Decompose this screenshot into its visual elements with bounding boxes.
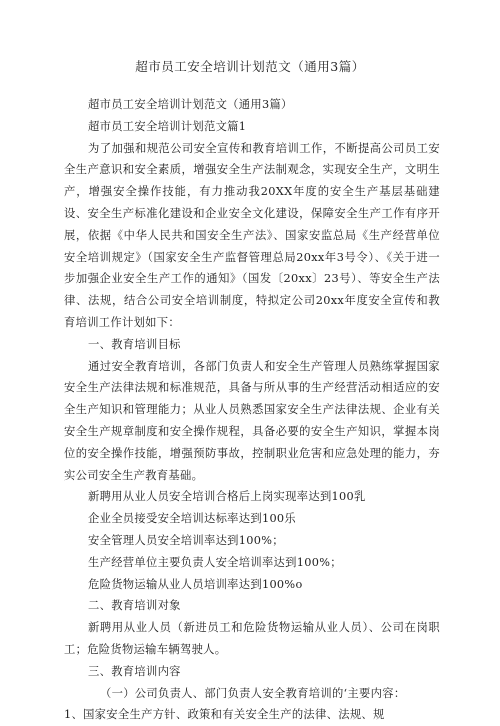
document-body [64, 94, 440, 726]
document-title: 超市员工安全培训计划范文（通用3篇） [135, 59, 365, 74]
section3-heading: 三、教育培训内容 [88, 664, 181, 678]
target-item: 危险货物运输从业人员培训率达到100%o [88, 577, 303, 591]
section3-subheading: （一）公司负责人、部门负责人安全教育培训的‘主要内容： [100, 686, 406, 700]
part-heading: 超市员工安全培训计划范文篇1 [88, 119, 247, 133]
target-item: 安全管理人员安全培训率达到100%； [88, 533, 284, 547]
section3-item: 1、国家安全生产方针、政策和有关安全生产的法律、法规、规 [64, 708, 385, 722]
section2-paragraph: 新聘用从业人员（新进员工和危险货物运输从业人员）、公司在岗职工；危险货物运输车辆驾驶人。 [64, 621, 440, 656]
target-item: 生产经营单位主要负责人安全培训率达到100%； [88, 555, 342, 569]
section1-heading: 一、教育培训目标 [88, 337, 181, 351]
section2-heading: 二、教育培训对象 [88, 599, 181, 613]
subtitle: 超市员工安全培训计划范文（通用3篇） [88, 98, 293, 111]
target-item: 新聘用从业人员安全培训合格后上岗实现率达到100乳 [88, 490, 366, 504]
target-item: 企业全员接受安全培训达标率达到100乐 [88, 512, 297, 526]
section1-paragraph: 通过安全教育培训，各部门负责人和安全生产管理人员熟练掌握国家安全生产法律法规和标准规范，具备与所从事的生产经营活动相适应的安全生产知识和管理能力；从业人员熟悉国家安全生产法律法规、企业有关安全生产规章制度和安全操作规程，具备必要的安全生产知识，掌握本岗位的安全操作技能，增强预防事故，控制职业危害和应急处理的能力，夯实公司安全生产教育基础。 [64, 359, 440, 482]
intro-paragraph: 为了加强和规范公司安全宣传和教育培训工作，不断提高公司员工安全生产意识和安全素质，增强安全生产法制观念，实现安全生产，文明生产，增强安全操作技能，有力推动我20XX年度的安全生产基层基础建设、安全生产标准化建设和企业安全文化建设，保障安全生产工作有序开展，依据《中华人民共和国安全生产法》、国家安监总局《生产经营单位安全培训规定》（国家安全生产监督管理总局20xx年3号令）、《关于进一步加强企业安全生产工作的通知》（国发〔20xx〕23号）、等安全生产法律、法规，结合公司安全培训制度，特拟定公司20xx年度安全宣传和教育培训工作计划如下： [64, 141, 440, 329]
